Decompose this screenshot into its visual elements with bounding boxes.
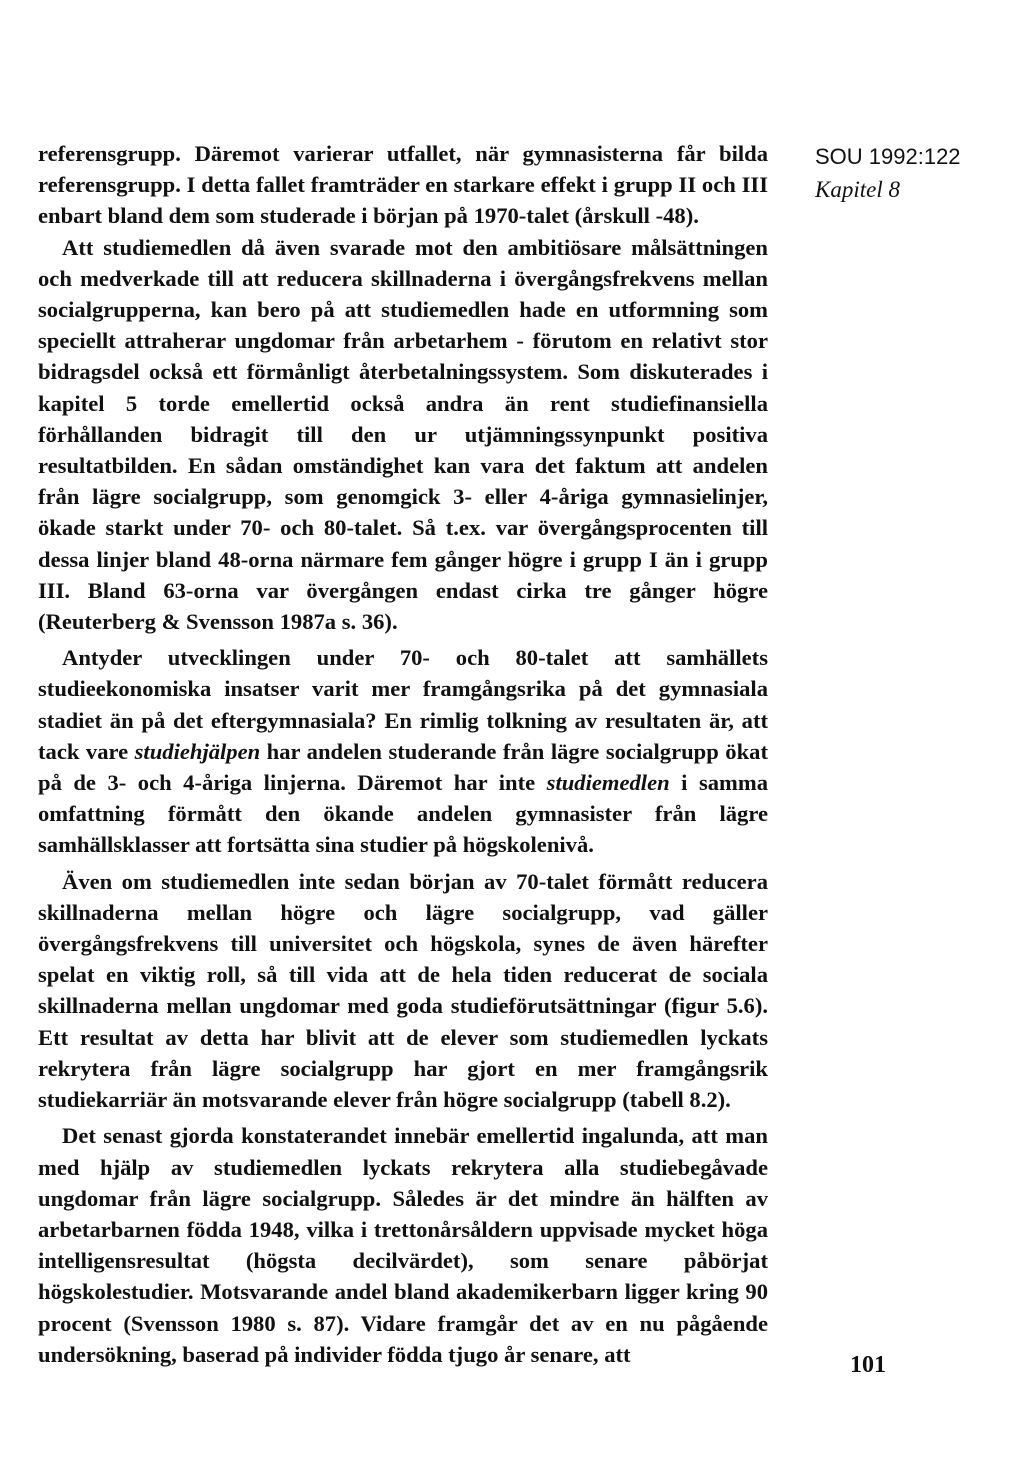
paragraph-text-segment: Antyder utvecklingen under 70- och 80-talet att samhällets studieekonomiska insatser varit mer framgångsrika på det gymnasiala stadiet än på det eftergymnasiala? En rimlig tolkning av resultaten är, att tack vare: [38, 645, 768, 764]
page-number: 101: [850, 1352, 886, 1378]
margin-note: [815, 140, 1005, 206]
paragraph-development-question: [38, 642, 768, 860]
paragraph-continuation: referensgrupp. Däremot varierar utfallet, när gymnasisterna får bilda referensgrupp. I detta fallet framträder en starkare effekt i grupp II och III enbart bland dem som studerade i början på 1970-talet (årskull -48).: [38, 141, 768, 229]
paragraph-recruitment: Det senast gjorda konstaterandet innebär emellertid ingalunda, att man med hjälp av studiemedlen lyckats rekrytera alla studiebegåvade ungdomar från lägre socialgrupp. Således är det mindre än hälften av arbetarbarnen födda 1948, vilka i trettonårsåldern uppvisade mycket höga intelligensresultat (högsta decilvärdet), som senare påbörjat högskolestudier. Motsvarande andel bland akademikerbarn ligger kring 90 procent (Svensson 1980 s. 87). Vidare framgår det av en nu pågående undersökning, baserad på individer födda tjugo år senare, att: [38, 1123, 768, 1367]
document-series: SOU 1992:122: [815, 144, 961, 169]
body-text: [38, 138, 768, 1375]
paragraph-text-segment: har andelen studerande från lägre socialgrupp ökat på de 3- och 4-åriga linjerna. Däremot har inte: [38, 738, 768, 796]
paragraph-social-differences: Även om studiemedlen inte sedan början av 70-talet förmått reducera skillnaderna mellan högre och lägre socialgrupp, vad gäller övergångsfrekvens till universitet och högskola, synes de även härefter spelat en viktig roll, så till vida att de hela tiden reducerat de sociala skillnaderna mellan ungdomar med goda studieförutsättningar (figur 5.6). Ett resultat av detta har blivit att de elever som studiemedlen lyckats rekrytera från lägre socialgrupp har gjort en mer framgångsrik studiekarriär än motsvarande elever från högre socialgrupp (tabell 8.2).: [38, 868, 768, 1113]
emphasis-studiemedlen: studiemedlen: [546, 770, 670, 796]
chapter-label: Kapitel 8: [815, 177, 900, 202]
emphasis-studiehjalpen: studiehjälpen: [134, 738, 261, 764]
paragraph-study-funding: Att studiemedlen då även svarade mot den ambitiösare målsättningen och medverkade till att reducera skillnaderna i övergångsfrekvens mellan socialgrupperna, kan bero på att studiemedlen hade en utformning som speciellt attraherar ungdomar från arbetarhem - förutom en relativt stor bidragsdel också ett förmånligt återbetalningssystem. Som diskuterades i kapitel 5 torde emellertid också andra än rent studiefinansiella förhållanden bidragit till den ur utjämningssynpunkt positiva resultatbilden. En sådan omständighet kan vara det faktum att andelen från lägre socialgrupp, som genomgick 3- eller 4-åriga gymnasielinjer, ökade starkt under 70- och 80-talet. Så t.ex. var övergångsprocenten till dessa linjer bland 48-orna närmare fem gånger högre i grupp I än i grupp III. Bland 63-orna var övergången endast cirka tre gånger högre (Reuterberg & Svensson 1987a s. 36).: [38, 234, 768, 635]
paragraph-text-segment: i samma omfattning förmått den ökande andelen gymnasister från lägre samhällsklasser att fortsätta sina studier på högskolenivå.: [38, 770, 768, 858]
